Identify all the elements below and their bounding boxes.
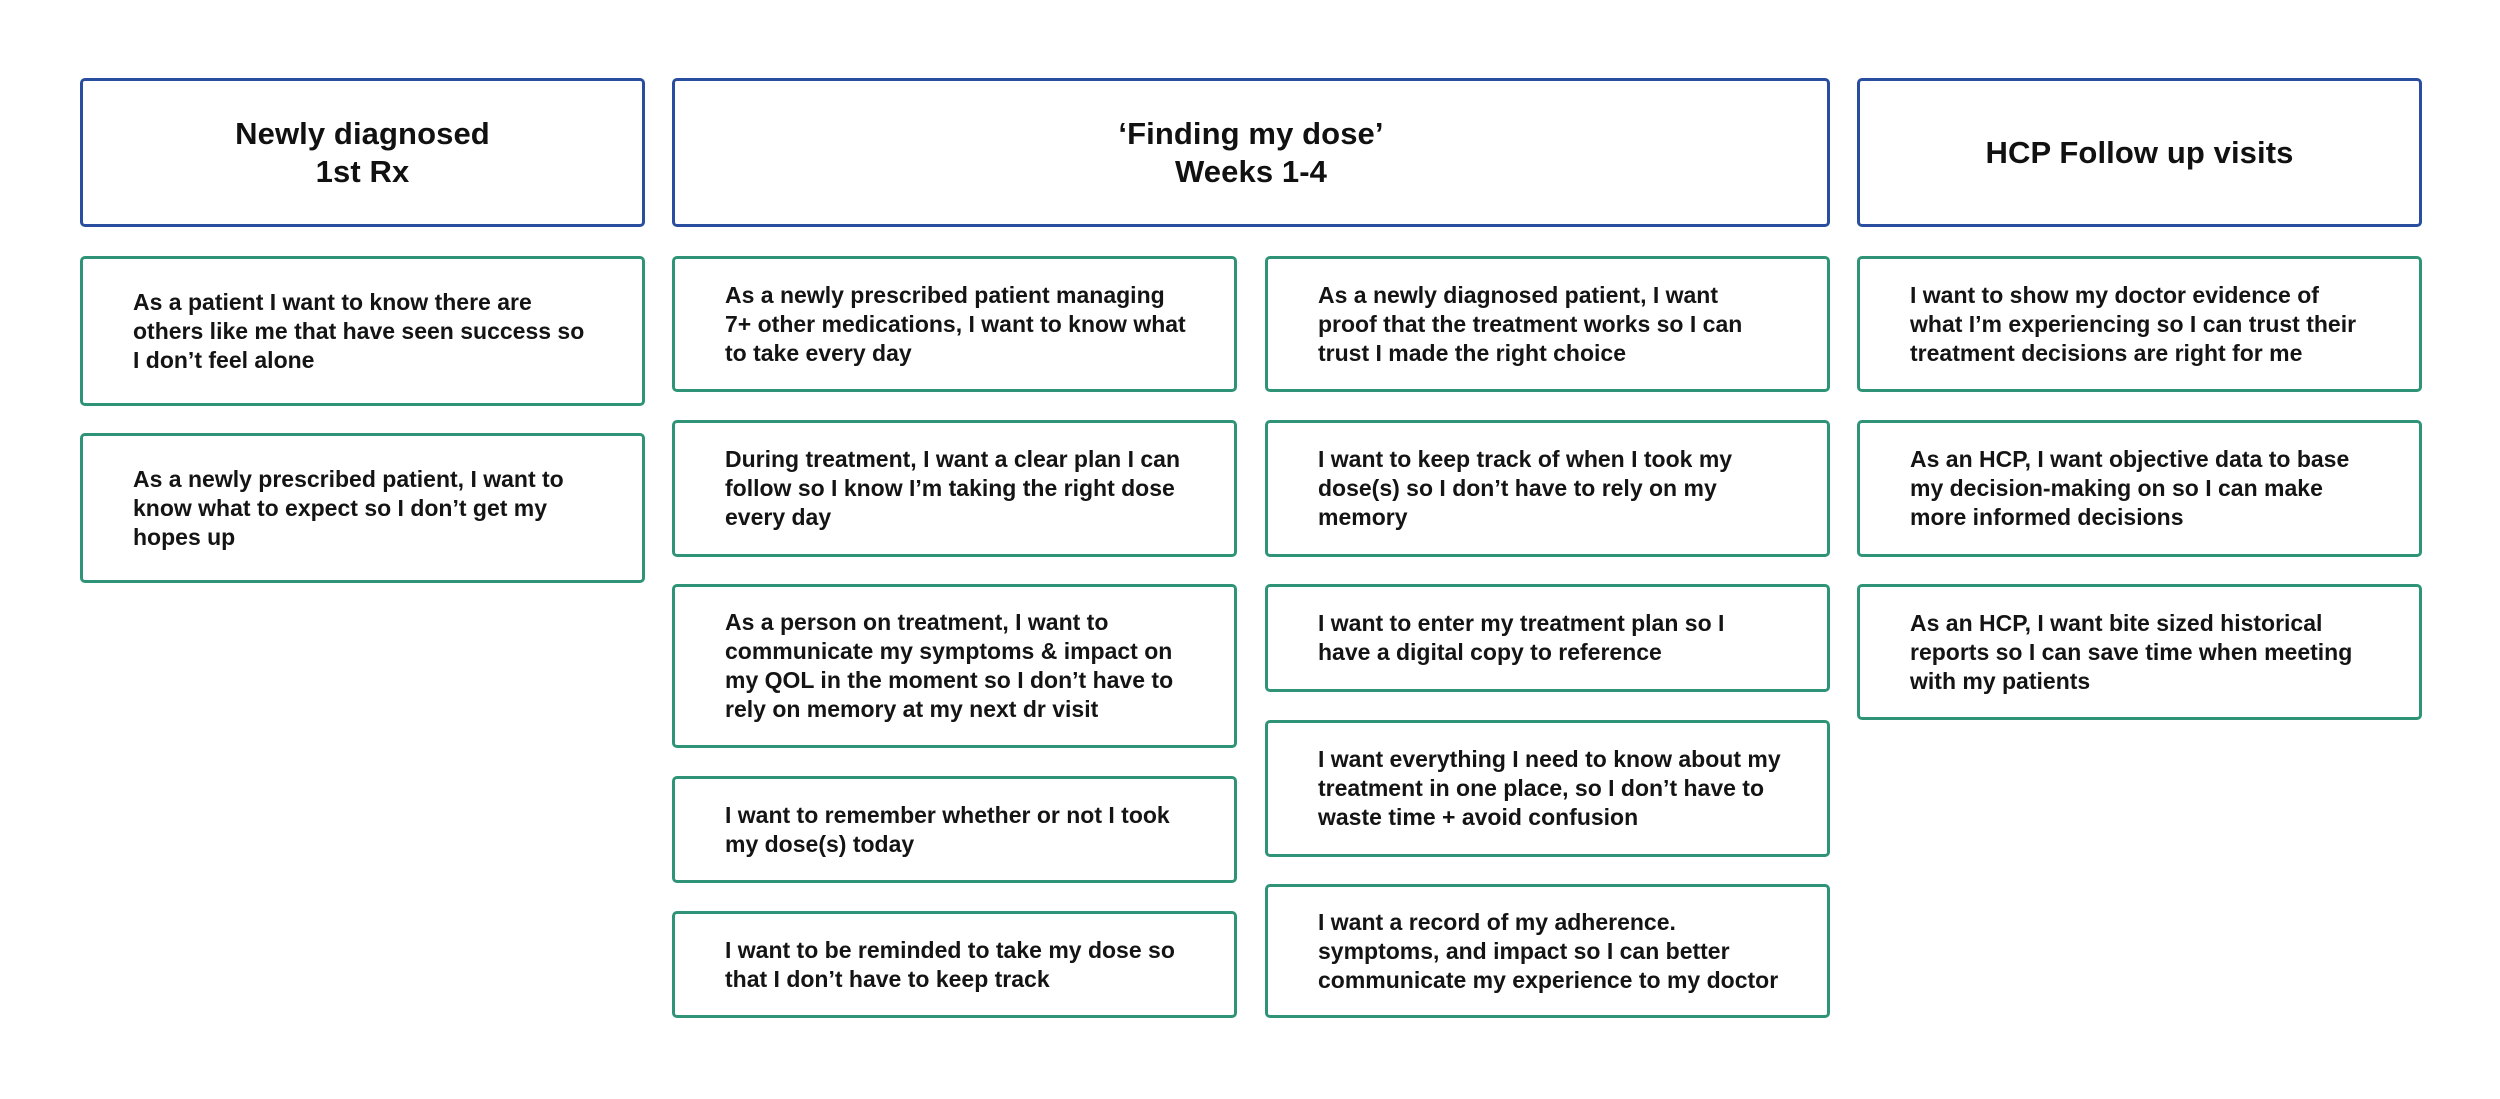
story-card [80, 433, 645, 583]
story-card [1265, 720, 1830, 857]
story-text: I want to enter my treatment plan so I have a digital copy to reference [1318, 610, 1725, 665]
story-card [1857, 584, 2422, 720]
story-text: I want to be reminded to take my dose so that I don’t have to keep track [725, 936, 1175, 992]
story-text: As an HCP, I want objective data to base my decision-making on so I can make more informed decisions [1910, 446, 2350, 530]
story-card [672, 911, 1237, 1018]
story-text: As a newly prescribed patient managing 7+ other medications, I want to know what to take every day [725, 281, 1186, 366]
story-text: As a newly diagnosed patient, I want proof that the treatment works so I can trust I made the right choice [1318, 281, 1743, 366]
column-title: Newly diagnosed 1st Rx [235, 115, 490, 189]
story-card [672, 776, 1237, 883]
story-card [1857, 256, 2422, 392]
column-title: ‘Finding my dose’ Weeks 1-4 [1118, 115, 1384, 189]
story-card [672, 584, 1237, 748]
column-title: HCP Follow up visits [1985, 134, 2294, 170]
story-text: As a patient I want to know there are others like me that have seen success so I don’t feel alone [133, 288, 585, 373]
story-card [1265, 420, 1830, 557]
column-header-hcp-follow-up [1857, 78, 2422, 227]
column-header-finding-my-dose [672, 78, 1830, 227]
story-text: As an HCP, I want bite sized historical reports so I can save time when meeting with my patients [1910, 609, 2353, 694]
story-text: I want to remember whether or not I took my dose(s) today [725, 801, 1170, 857]
story-text: I want to keep track of when I took my dose(s) so I don’t have to rely on my memory [1318, 446, 1733, 530]
story-card [672, 420, 1237, 557]
story-text: During treatment, I want a clear plan I can follow so I know I’m taking the right dose every day [725, 446, 1181, 530]
story-text: I want to show my doctor evidence of what I’m experiencing so I can trust their treatment decisions are right for me [1910, 281, 2357, 366]
story-card [672, 256, 1237, 392]
story-text: I want everything I need to know about my treatment in one place, so I don’t have to waste time + avoid confusion [1318, 746, 1781, 830]
story-text: As a person on treatment, I want to communicate my symptoms & impact on my QOL in the moment so I don’t have to rely on memory at my next dr visit [725, 609, 1174, 722]
story-card [1265, 584, 1830, 692]
story-card [1265, 256, 1830, 392]
story-card [1265, 884, 1830, 1018]
story-text: As a newly prescribed patient, I want to know what to expect so I don’t get my hopes up [133, 465, 564, 550]
story-card [80, 256, 645, 406]
story-card [1857, 420, 2422, 557]
column-header-newly-diagnosed [80, 78, 645, 227]
story-text: I want a record of my adherence. symptoms, and impact so I can better communicate my experience to my doctor [1318, 908, 1779, 993]
